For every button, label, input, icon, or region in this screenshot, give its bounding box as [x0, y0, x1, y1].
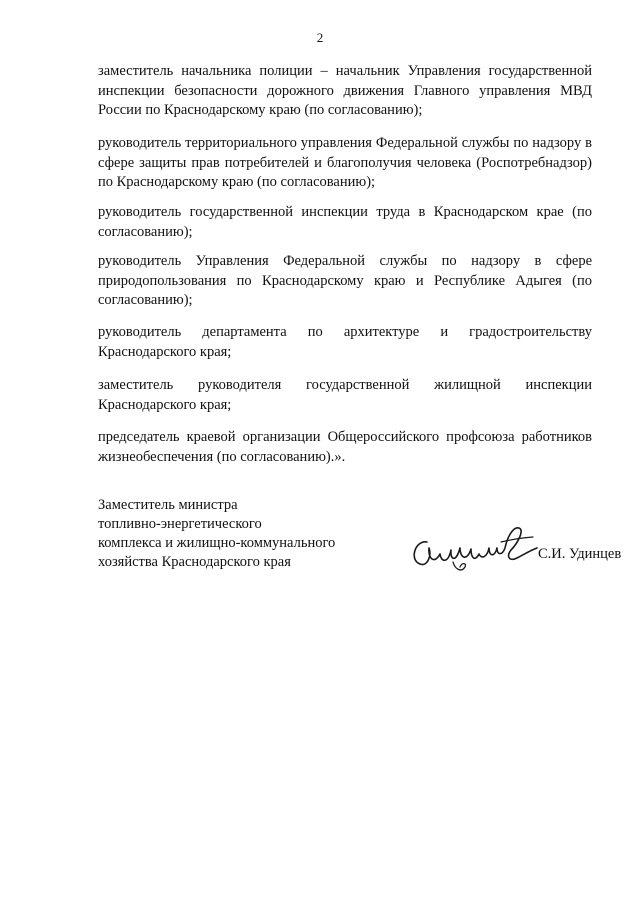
handwritten-signature — [405, 520, 545, 578]
member-item-line: Краснодарского края; — [98, 343, 232, 360]
signatory-title-line: хозяйства Краснодарского края — [98, 554, 291, 570]
signatory-title — [98, 496, 335, 572]
signatory-title-line: комплекса и жилищно-коммунального — [98, 535, 336, 551]
member-item-housing-inspection — [98, 376, 592, 415]
signatory-name: С.И. Удинцев — [538, 546, 622, 562]
member-item-architecture-department — [98, 323, 592, 362]
member-item-line: Краснодарского края; — [98, 396, 232, 413]
member-item-nature-supervision: руководитель Управления Федеральной службы по надзору в сфере природопользования по Краснодарскому краю и Республике Адыгея (по согласованию); — [98, 253, 592, 308]
member-item-traffic-police: заместитель начальника полиции – начальник Управления государственной инспекции безопасности дорожного движения Главного управления МВД России по Краснодарскому краю (по согласованию); — [98, 63, 592, 118]
member-item-line: заместитель руководителя государственной жилищной инспекции — [98, 377, 592, 393]
member-item-trade-union: председатель краевой организации Общероссийского профсоюза работников жизнеобеспечения (по согласованию).». — [98, 429, 592, 465]
signatory-title-line: топливно-энергетического — [98, 516, 262, 532]
page-number: 2 — [316, 30, 324, 45]
member-item-rospotrebnadzor: руководитель территориального управления Федеральной службы по надзору в сфере защиты прав потребителей и благополучия человека (Роспотребнадзор) по Краснодарскому краю (по согласованию); — [98, 135, 592, 190]
signatory-title-line: Заместитель министра — [98, 497, 238, 513]
member-item-labor-inspection: руководитель государственной инспекции труда в Краснодарском крае (по согласованию); — [98, 204, 592, 240]
member-item-line: руководитель департамента по архитектуре и градостроительству — [98, 324, 592, 340]
